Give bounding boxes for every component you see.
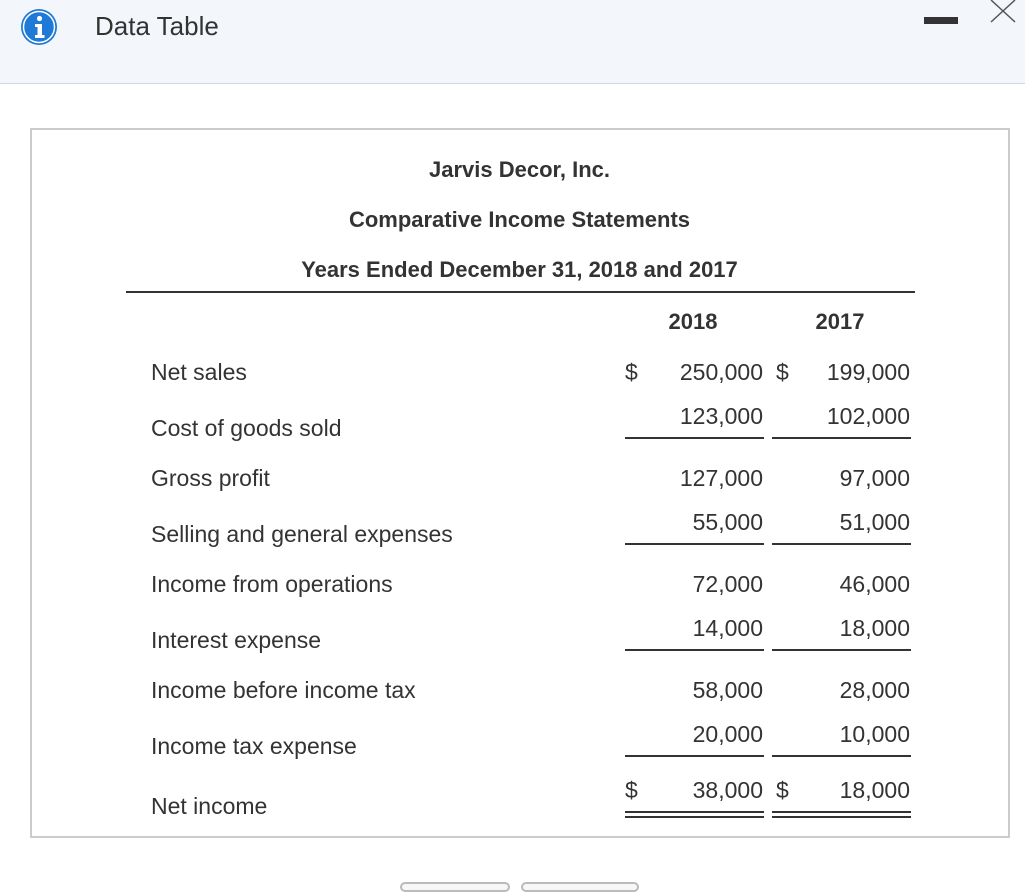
value-2018: 72,000	[692, 571, 763, 597]
value-2018: 14,000	[692, 615, 763, 641]
value-2017: 199,000	[826, 359, 910, 385]
title-bar	[0, 0, 1025, 84]
value-2017: 28,000	[839, 677, 910, 703]
print-button[interactable]	[400, 882, 510, 892]
value-2017: 97,000	[839, 465, 910, 491]
subtotal-rule	[625, 649, 764, 651]
currency-symbol: $	[776, 777, 789, 803]
value-2018: 250,000	[679, 359, 763, 385]
value-2018: 58,000	[692, 677, 763, 703]
row-label-income-tax-expense: Income tax expense	[151, 733, 357, 759]
row-label-income-from-operations: Income from operations	[151, 571, 393, 597]
subtotal-rule	[772, 437, 911, 439]
subtotal-rule	[625, 755, 764, 757]
value-2018: 123,000	[679, 403, 763, 429]
value-2017: 10,000	[839, 721, 910, 747]
subtotal-rule	[772, 649, 911, 651]
header-rule	[126, 291, 915, 293]
value-2018: 20,000	[692, 721, 763, 747]
value-2018: 55,000	[692, 509, 763, 535]
info-icon	[20, 8, 58, 46]
column-header-2017: 2017	[815, 309, 865, 334]
value-2017: 102,000	[826, 403, 910, 429]
close-icon[interactable]	[987, 0, 1019, 24]
total-double-rule	[625, 811, 764, 813]
subtotal-rule	[625, 543, 764, 545]
currency-symbol: $	[625, 777, 638, 803]
company-name: Jarvis Decor, Inc.	[429, 157, 610, 182]
column-header-2018: 2018	[668, 309, 718, 334]
value-2017: 18,000	[839, 777, 910, 803]
row-label-selling-general-expenses: Selling and general expenses	[151, 521, 453, 547]
value-2017: 51,000	[839, 509, 910, 535]
subtotal-rule	[625, 437, 764, 439]
value-2017: 46,000	[839, 571, 910, 597]
subtotal-rule	[772, 755, 911, 757]
currency-symbol: $	[625, 359, 638, 385]
minimize-icon[interactable]	[924, 17, 958, 24]
total-double-rule	[772, 811, 911, 813]
statement-period: Years Ended December 31, 2018 and 2017	[301, 257, 738, 282]
row-label-cost-of-goods-sold: Cost of goods sold	[151, 415, 342, 441]
total-double-rule	[772, 816, 911, 818]
value-2018: 127,000	[679, 465, 763, 491]
row-label-net-income: Net income	[151, 793, 268, 819]
value-2018: 38,000	[692, 777, 763, 803]
row-label-gross-profit: Gross profit	[151, 465, 270, 491]
currency-symbol: $	[776, 359, 789, 385]
done-button[interactable]	[521, 882, 639, 892]
row-label-income-before-tax: Income before income tax	[151, 677, 416, 703]
row-label-net-sales: Net sales	[151, 359, 247, 385]
statement-title: Comparative Income Statements	[348, 207, 691, 232]
subtotal-rule	[772, 543, 911, 545]
total-double-rule	[625, 816, 764, 818]
row-label-interest-expense: Interest expense	[151, 627, 322, 653]
value-2017: 18,000	[839, 615, 910, 641]
window-title: Data Table	[95, 11, 219, 41]
